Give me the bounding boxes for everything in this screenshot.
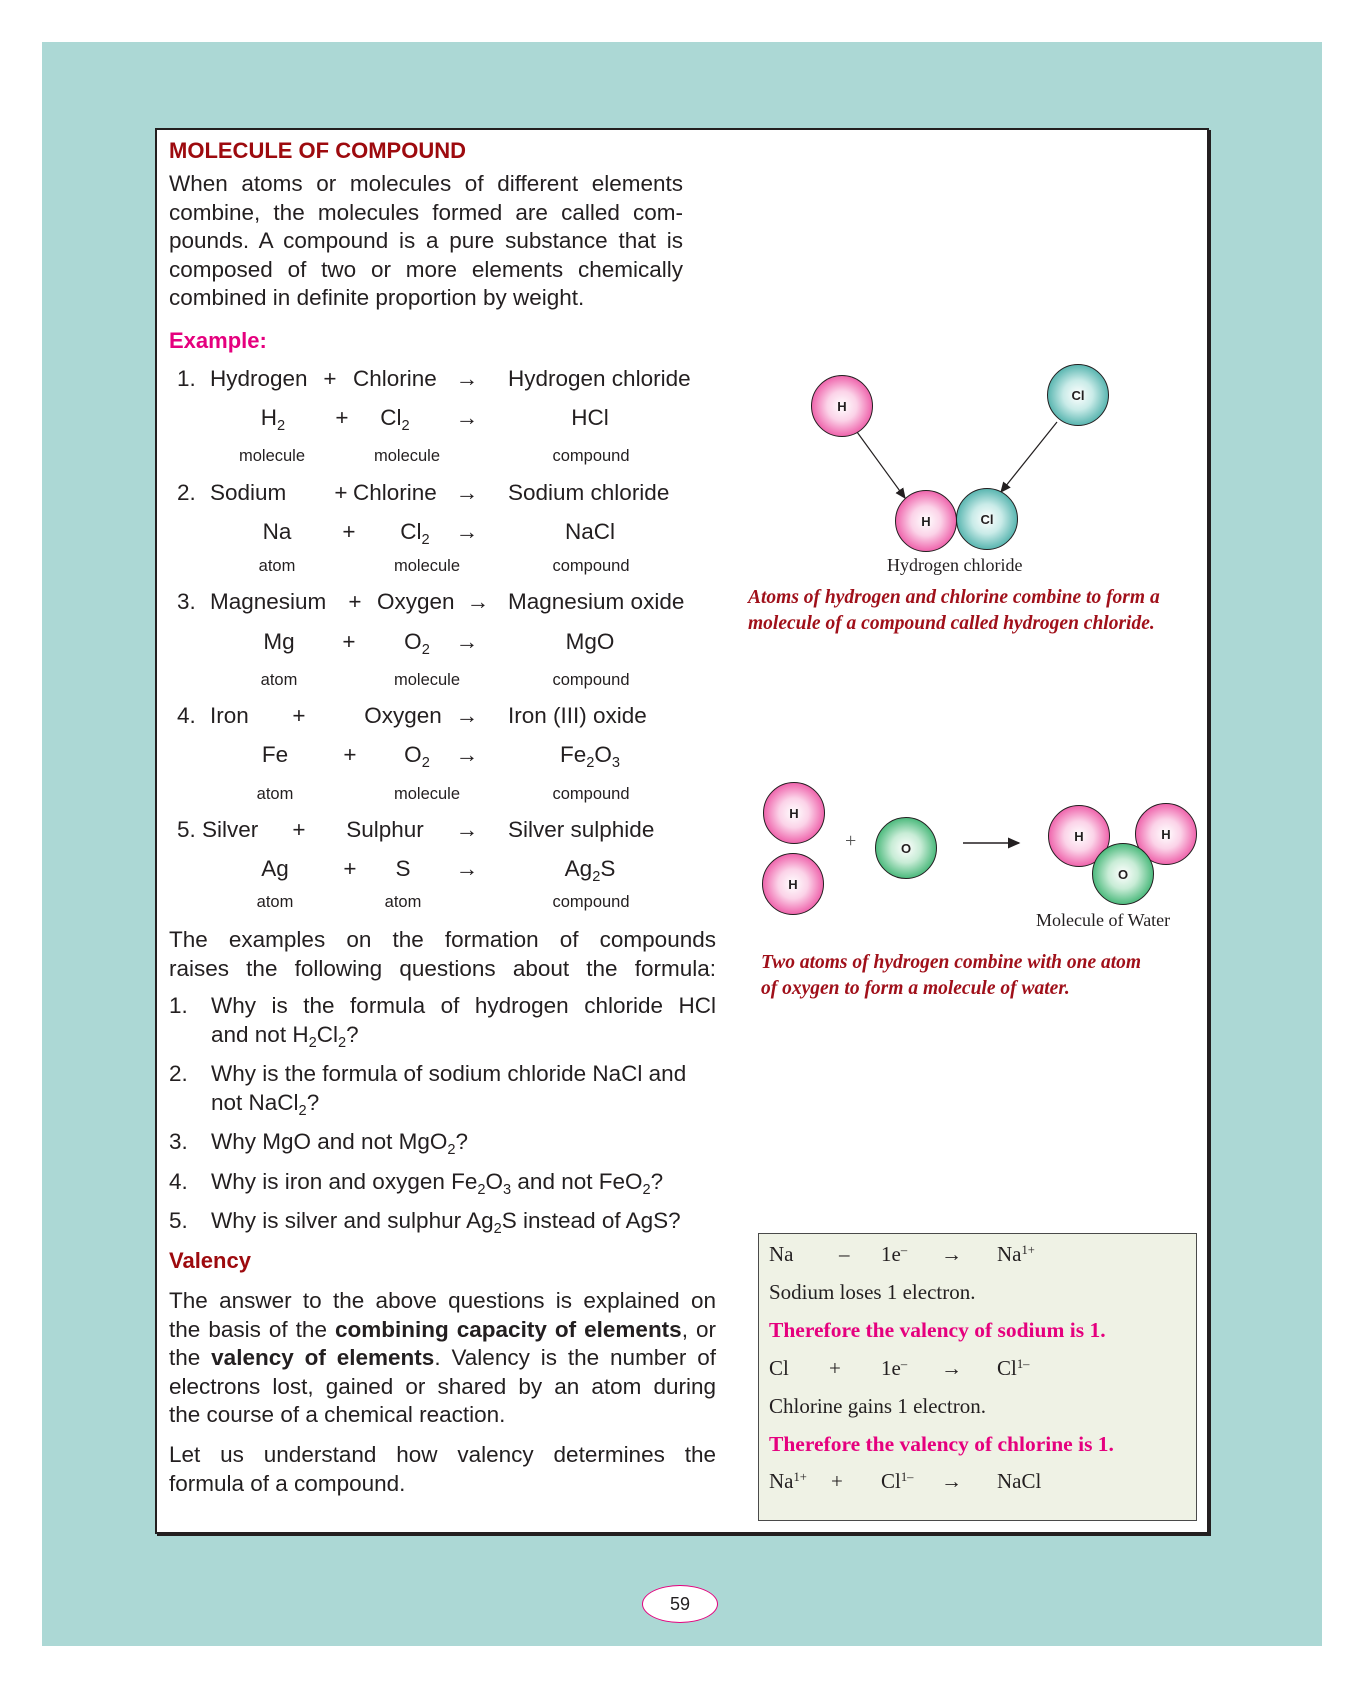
water-caption: Two atoms of hydrogen combine with one atom of oxygen to form a molecule of water. — [761, 952, 1142, 999]
page-number-badge — [642, 1585, 718, 1623]
hcl-hydrogen-atom-icon: H — [895, 490, 957, 552]
hcl-chlorine-atom-icon: Cl — [956, 488, 1018, 550]
hydrogen-atom-icon: H — [762, 853, 824, 915]
sodium-valency-statement: Therefore the valency of sodium is 1. — [769, 1318, 1106, 1342]
intro-line: pounds. A compound is a pure substance that is — [169, 228, 683, 254]
hydrogen-atom-icon: H — [811, 375, 873, 437]
valency-heading: Valency — [169, 1248, 251, 1273]
textbook-page: MOLECULE OF COMPOUND When atoms or molecules of different elements combine, the molecules formed are called com- pounds. A compound is a pure substance that is composed of two or more elements chemically combined in definite proportion by weight. Example: 1. Hydrogen + Chlorine → Hydrogen chloride $H_2$ + $Cl_2$ → HCl molecule molecule compound 2. Sodium + Chlorine → Sodium chloride Na + $Cl_2$ → NaCl atom molecule compound 3. Magnesium + Oxygen → Magnesium oxide Mg + $O_2$ → MgO atom molecule compound 4. Iron + Oxygen → Iron (III) oxide Fe + $O_2$ → $Fe_2O_3$ atom molecule compound 5. Silver + Sulphur → Silver sulphide Ag + S → $Ag_2S$ atom atom compound The examples on the formation of compounds raises the following questions about the formula: 1. Why is the formula of hydrogen chloride HCl and not $H_2Cl_2$? 2. Why is the formula of sodium chloride NaCl and not NaCl$_2$? 3. Why MgO and not MgO$_2$? 4. Why is iron and oxygen $Fe_2O_3$ and not FeO$_2$? 5. Why is silver and sulphur $Ag_2S$ instead of AgS? Valency The answer to the above questions is explained on the basis of the combining capacity of elements, or the valency of elements. Valency is the number of electrons lost, gained or shared by an atom during the course of a chemical reaction. Let us understand how valency determines the formula of a compound. H Cl H Cl Hydrogen chloride Atoms of hydrogen and chlorine combine to form a molecule of a compound called hydrogen chloride. H H + O H H O Molecule of Water Two atoms of hydrogen combine with one atom of oxygen to form a molecule of water. Na – 1e– → $Na^{1+}$ Sodium loses 1 electron. Therefore the valency of sodium is 1. Cl + 1e– → $Cl^{1-}$ Chlorine gains 1 electron. Therefore the valency of chlorine is 1. $Na^{1+}$ + $Cl^{1-}$ → NaCl — [155, 128, 1209, 1534]
valency-paragraph: The answer to the above questions is explained on the basis of the combining capacity of elements, or the valency of elements. Valency is the number of electrons lost, gained or shared by an atom during the course of a chemical reaction. — [169, 1288, 716, 1428]
page-number: 59 — [669, 1593, 691, 1614]
oxygen-atom-icon: O — [875, 817, 937, 879]
chlorine-valency-statement: Therefore the valency of chlorine is 1. — [769, 1432, 1114, 1456]
chlorine-atom-icon: Cl — [1047, 364, 1109, 426]
hcl-label: Hydrogen chloride — [887, 555, 1023, 575]
intro-line: combine, the molecules formed are called com- — [169, 199, 683, 225]
water-oxygen-atom-icon: O — [1092, 843, 1154, 905]
questions-intro: The examples on the formation of compounds raises the following questions about the formula: — [169, 927, 716, 981]
hcl-caption: Atoms of hydrogen and chlorine combine to form a molecule of a compound called hydrogen chloride. — [748, 587, 1160, 634]
intro-line: combined in definite proportion by weight. — [169, 285, 585, 311]
plus-sign: + — [845, 830, 857, 852]
water-label: Molecule of Water — [1036, 910, 1171, 930]
intro-line: When atoms or molecules of different elements — [169, 171, 683, 196]
intro-line: composed of two or more elements chemically — [169, 256, 683, 282]
question-1: 1. Why is the formula of hydrogen chloride HCl and not $H_2Cl_2$? — [169, 993, 716, 1051]
chlorine-note: Chlorine gains 1 electron. — [769, 1394, 986, 1418]
example-label: Example: — [169, 328, 267, 353]
section-heading: MOLECULE OF COMPOUND — [169, 138, 466, 163]
valency-example-box: Na – 1e– → $Na^{1+}$ Sodium loses 1 electron. Therefore the valency of sodium is 1. Cl + 1e– → $Cl^{1-}$ Chlorine gains 1 electron. Therefore the valency of chlorine is 1. $Na^{1+}$ + $Cl^{1-}$ → NaCl — [758, 1233, 1197, 1521]
hydrogen-atom-icon: H — [763, 782, 825, 844]
closing-paragraph: Let us understand how valency determines the formula of a compound. — [169, 1442, 716, 1496]
sodium-note: Sodium loses 1 electron. — [769, 1280, 976, 1304]
water-hydrogen-atom-icon: H — [1135, 803, 1197, 865]
question-2: 2. Why is the formula of sodium chloride NaCl and not NaCl$_2$? — [169, 1061, 687, 1119]
water-hydrogen-atom-icon: H — [1048, 805, 1110, 867]
